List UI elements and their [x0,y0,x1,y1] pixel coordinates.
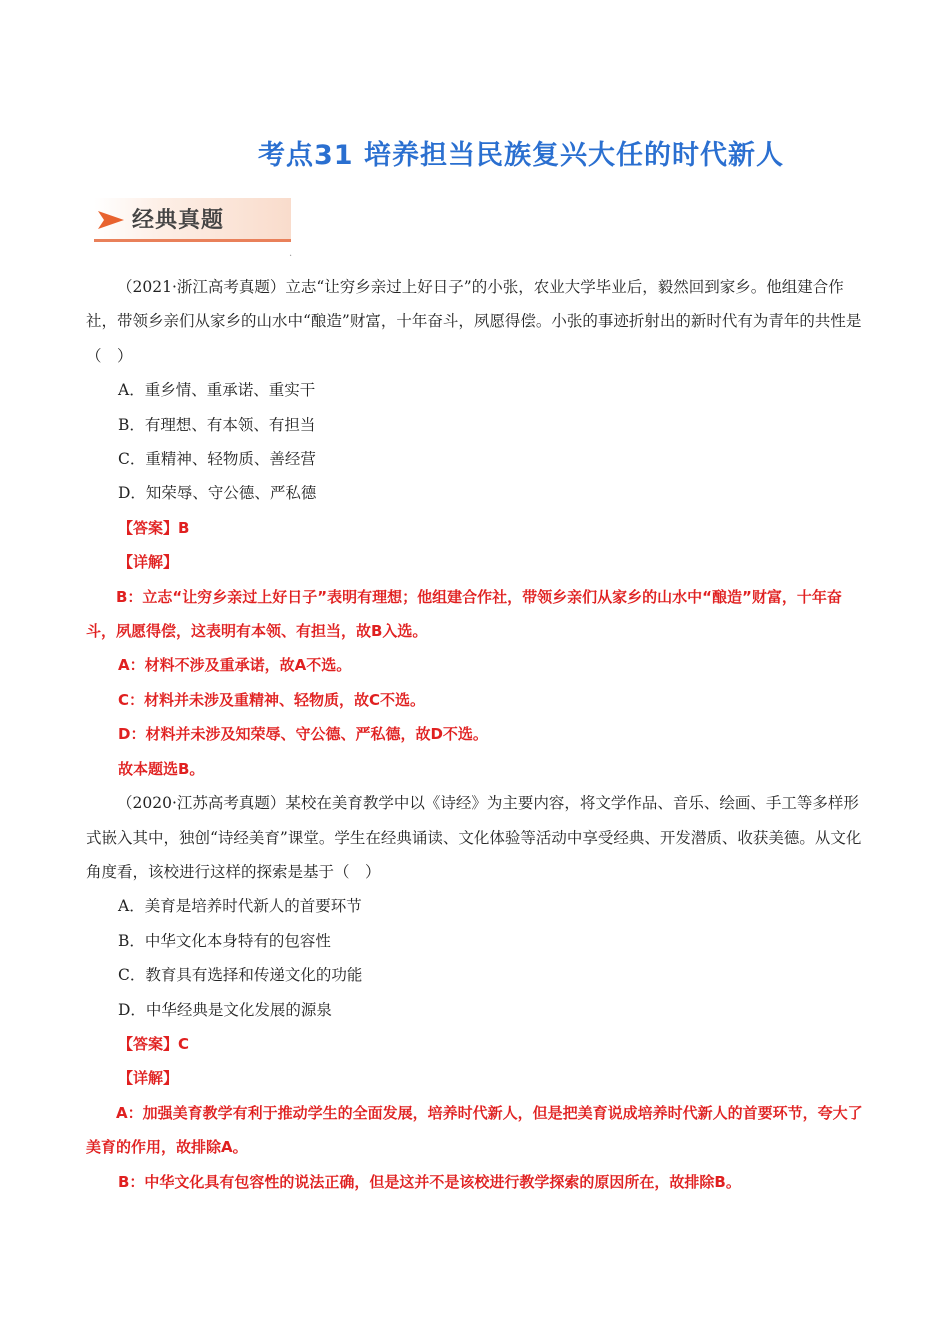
q1-conclusion: 故本题选B。 [118,759,205,778]
q1-explain-head: 【详解】 [118,553,179,572]
q2-option-d: D．中华经典是文化发展的源泉 [118,1000,332,1019]
q1-explain-d: D：材料并未涉及知荣辱、守公德、严私德，故D不选。 [118,725,488,744]
q2-option-b: B．中华文化本身特有的包容性 [118,931,331,950]
q1-option-d: D．知荣辱、守公德、严私德 [118,484,317,503]
banner-underline [94,239,291,242]
q2-explain-a: A：加强美育教学有利于推动学生的全面发展，培养时代新人，但是把美育说成培养时代新人的首要环节，夸大了美育的作用，故排除A。 [86,1103,863,1157]
q1-answer: 【答案】B [118,518,190,537]
document-body [86,270,868,1199]
q2-answer: 【答案】C [118,1034,190,1053]
q1-option-c: C．重精神、轻物质、善经营 [118,450,316,469]
section-banner [94,198,291,242]
section-title: 经典真题 [132,208,225,233]
page-title: 考点31 培养担当民族复兴大任的时代新人 [258,140,784,171]
q1-explain-b: B：立志“让穷乡亲过上好日子”表明有理想；他组建合作社，带领乡亲们从家乡的山水中“酿造”财富，十年奋斗，夙愿得偿，这表明有本领、有担当，故B入选。 [86,587,842,641]
q2-option-c: C．教育具有选择和传递文化的功能 [118,966,363,985]
question-1-stem: （2021·浙江高考真题）立志“让穷乡亲过上好日子”的小张，农业大学毕业后，毅然回到家乡。他组建合作社，带领乡亲们从家乡的山水中“酿造”财富，十年奋斗，夙愿得偿。小张的事迹折射出的新时代有为青年的共性是（ ） [86,278,862,365]
q1-option-b: B．有理想、有本领、有担当 [118,415,316,434]
q1-option-a: A．重乡情、重承诺、重实干 [118,381,316,400]
q2-explain-head: 【详解】 [118,1069,179,1088]
paragraph-mark: . [289,248,293,259]
q2-option-a: A．美育是培养时代新人的首要环节 [118,897,362,916]
q1-explain-a: A：材料不涉及重承诺，故A不选。 [118,656,352,675]
q1-explain-c: C：材料并未涉及重精神、轻物质，故C不选。 [118,690,426,709]
question-2-stem: （2020·江苏高考真题）某校在美育教学中以《诗经》为主要内容，将文学作品、音乐、绘画、手工等多样形式嵌入其中，独创“诗经美育”课堂。学生在经典诵读、文化体验等活动中享受经典、开发潜质、收获美德。从文化角度看，该校进行这样的探索是基于（ ） [86,794,862,881]
q2-explain-b: B：中华文化具有包容性的说法正确，但是这并不是该校进行教学探索的原因所在，故排除B。 [118,1172,741,1191]
arrow-icon [98,209,124,231]
